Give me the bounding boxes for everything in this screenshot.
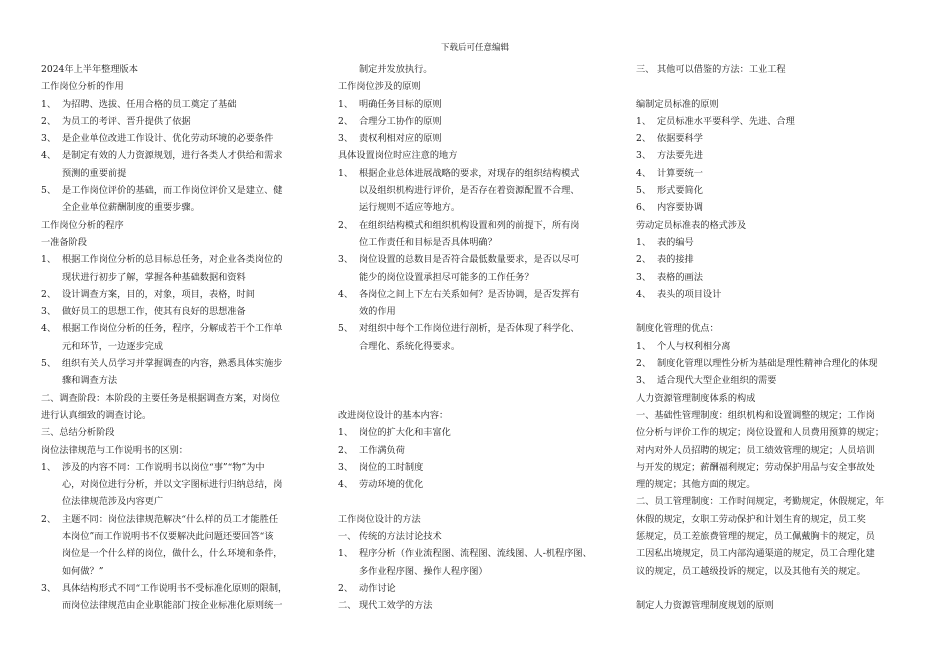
line-text: 议的规定，员工越级投诉的规定，以及其他有关的规定。: [636, 565, 866, 577]
list-item-line: [338, 338, 615, 355]
list-item-line: [41, 269, 316, 286]
list-item-line: [338, 269, 615, 286]
list-item-line: [41, 372, 316, 389]
list-number: 1、: [41, 461, 57, 473]
list-item-line: [41, 597, 316, 614]
list-item-line: [338, 182, 615, 199]
list-item-line: [338, 165, 615, 182]
line-text: 是工作岗位评价的基础，而工作岗位评价又是建立、健: [62, 185, 283, 197]
line-text: 心，对岗位进行分析，并以文字图标进行归纳总结，岗: [62, 479, 283, 491]
list-item-line: [41, 182, 316, 199]
text-line: [41, 234, 316, 251]
list-number: 3、: [636, 150, 652, 162]
line-text: 设计调查方案，目的，对象，项目，表格，时间: [62, 288, 255, 300]
line-text: 如何做？”: [62, 565, 104, 577]
line-text: 预测的重要前提: [62, 167, 127, 179]
line-text: 工作岗位分析的程序: [41, 219, 124, 231]
list-item-line: [636, 147, 914, 164]
list-item-line: [41, 96, 316, 113]
line-text: 主题不同：岗位法律规范解决“什么样的员工才能胜任: [62, 513, 279, 525]
list-number: 3、: [41, 582, 57, 594]
list-item-line: [636, 234, 914, 251]
list-item-line: [636, 251, 914, 268]
line-text: 进行认真细致的调查讨论。: [41, 409, 152, 421]
list-number: 2、: [636, 358, 652, 370]
list-item-line: [41, 286, 316, 303]
text-line: [636, 442, 914, 459]
line-text: 表头的项目设计: [657, 288, 722, 300]
list-number: 3、: [41, 306, 57, 318]
list-item-line: [41, 303, 316, 320]
line-text: 骤和调查方法: [62, 375, 118, 387]
list-item-line: [338, 251, 615, 268]
line-text: 在组织结构模式和组织机构设置和列的前提下，所有岗: [359, 219, 580, 231]
list-number: 2、: [338, 115, 354, 127]
list-item-line: [41, 130, 316, 147]
list-number: 4、: [338, 479, 354, 491]
text-line: [41, 390, 316, 407]
line-text: 是企业单位改进工作设计、优化劳动环境的必要条件: [62, 133, 274, 145]
list-item-line: [41, 165, 316, 182]
line-text: 依据要科学: [657, 133, 703, 145]
list-item-line: [338, 424, 615, 441]
line-text: 工作岗位涉及的原则: [338, 81, 421, 93]
list-item-line: [338, 130, 615, 147]
line-text: 工作岗位设计的方法: [338, 513, 421, 525]
list-item-line: [41, 113, 316, 130]
list-item-line: [41, 251, 316, 268]
line-text: 程序分析（作业流程图、流程图、流线图、人-机程序图、: [359, 548, 592, 560]
list-number: 3、: [338, 133, 354, 145]
line-text: 对内对外人员招聘的规定；员工绩效管理的规定；人员培训: [636, 444, 875, 456]
list-number: 1、: [338, 98, 354, 110]
list-item-line: [338, 217, 615, 234]
line-text: 元和环节，一边逐步完成: [62, 340, 164, 352]
line-text: 涉及的内容不同：工作说明书以岗位“事”“物”为中: [62, 461, 265, 473]
line-text: 岗位是一个什么样的岗位，做什么，什么环境和条件，: [62, 548, 283, 560]
list-number: 5、: [338, 323, 354, 335]
line-text: 制度化管理的优点：: [636, 323, 719, 335]
line-text: 一准备阶段: [41, 236, 87, 248]
list-number: 4、: [636, 167, 652, 179]
line-text: 表的接排: [657, 254, 694, 266]
list-item-line: [636, 338, 914, 355]
line-text: 表的编号: [657, 236, 694, 248]
list-item-line: [41, 476, 316, 493]
line-text: 做好员工的思想工作，使其有良好的思想准备: [62, 306, 246, 318]
line-text: 制定并发放执行。: [359, 64, 433, 75]
list-number: 2、: [338, 582, 354, 594]
list-number: 2、: [338, 444, 354, 456]
line-text: 岗位设置的总数目是否符合最低数量要求，是否以尽可: [359, 254, 580, 266]
line-text: 二、调查阶段：本阶段的主要任务是根据调查方案，对岗位: [41, 392, 280, 404]
line-text: 2024年上半年整理版本: [41, 64, 138, 75]
line-text: 工作岗位分析的作用: [41, 81, 124, 93]
text-line: [636, 563, 914, 580]
line-text: 能少的岗位设置承担尽可能多的工作任务？: [359, 271, 534, 283]
page-header: 下载后可任意编辑: [440, 43, 509, 53]
list-item-line: [41, 147, 316, 164]
line-text: 劳动定员标准表的格式涉及: [636, 219, 747, 231]
list-number: 三、: [636, 64, 655, 75]
line-text: 根据工作岗位分析的总目标总任务，对企业各类岗位的: [62, 254, 283, 266]
list-number: 4、: [41, 150, 57, 162]
line-text: 合理分工协作的原则: [359, 115, 442, 127]
list-number: 2、: [338, 219, 354, 231]
blank-line: [636, 580, 914, 597]
blank-line: [338, 355, 615, 407]
column-middle: [338, 61, 615, 615]
line-text: 对组织中每个工作岗位进行剖析，是否体现了科学化、: [359, 323, 580, 335]
line-text: 岗位的工时制度: [359, 461, 424, 473]
line-text: 其他可以借鉴的方法：工业工程: [657, 64, 786, 75]
list-item-line: [338, 199, 615, 216]
line-text: 合理化、系统化得要求。: [359, 340, 461, 352]
list-number: 1、: [338, 167, 354, 179]
blank-line: [338, 493, 615, 510]
blank-line: [636, 78, 914, 95]
list-item-line: [41, 511, 316, 528]
text-line: [41, 407, 316, 424]
list-item-line: [338, 234, 615, 251]
list-item-line: [338, 528, 615, 545]
list-item-line: [636, 130, 914, 147]
list-number: 3、: [636, 375, 652, 387]
list-item-line: [338, 96, 615, 113]
line-text: 工作满负荷: [359, 444, 405, 456]
text-line: [338, 407, 615, 424]
line-text: 传统的方法讨论技术: [359, 531, 442, 543]
column-right: [636, 61, 914, 615]
line-text: 组织有关人员学习并掌握调查的内容，熟悉具体实施步: [62, 358, 283, 370]
list-item-line: [41, 338, 316, 355]
text-line: [41, 78, 316, 95]
text-line: [636, 407, 914, 424]
line-text: 形式要简化: [657, 185, 703, 197]
list-item-line: [41, 563, 316, 580]
line-text: 二、员工管理制度：工作时间规定，考勤规定，休假规定，年: [636, 496, 885, 508]
text-line: [338, 511, 615, 528]
list-number: 2、: [41, 288, 57, 300]
list-number: 1、: [338, 427, 354, 439]
list-number: 1、: [636, 115, 652, 127]
list-item-line: [338, 113, 615, 130]
list-item-line: [636, 269, 914, 286]
list-item-line: [636, 182, 914, 199]
list-number: 5、: [41, 358, 57, 370]
text-line: [636, 459, 914, 476]
line-text: 内容要协调: [657, 202, 703, 214]
text-line: [636, 476, 914, 493]
line-text: 理的规定；其他方面的规定。: [636, 479, 756, 491]
line-text: 适合现代大型企业组织的需要: [657, 375, 777, 387]
line-text: 改进岗位设计的基本内容：: [338, 409, 449, 421]
line-text: 三、总结分析阶段: [41, 427, 115, 439]
list-item-line: [41, 199, 316, 216]
line-text: 根据企业总体进展战略的要求，对现存的组织结构模式: [359, 167, 580, 179]
list-item-line: [338, 545, 615, 562]
line-text: 制度化管理以理性分析为基础是理性精神合理化的体现: [657, 358, 878, 370]
line-text: 表格的画法: [657, 271, 703, 283]
text-line: [636, 217, 914, 234]
line-text: 制定人力资源管理制度规划的原则: [636, 600, 774, 612]
list-item-line: [636, 372, 914, 389]
text-line: [636, 424, 914, 441]
line-text: 责权利相对应的原则: [359, 133, 442, 145]
list-item-line: [338, 303, 615, 320]
list-number: 4、: [338, 288, 354, 300]
line-text: 运行规则不适应等地方。: [359, 202, 461, 214]
line-text: 动作讨论: [359, 582, 396, 594]
line-text: 与开发的规定；薪酬福利规定；劳动保护用品与安全事故处: [636, 461, 875, 473]
list-item-line: [338, 597, 615, 614]
line-text: 位法律规范涉及内容更广: [62, 496, 164, 508]
line-text: 全企业单位薪酬制度的重要步骤。: [62, 202, 200, 214]
line-text: 人力资源管理制度体系的构成: [636, 392, 756, 404]
line-text: 现状进行初步了解，掌握各种基础数据和资料: [62, 271, 246, 283]
line-text: 惩规定，员工差旅费管理的规定，员工佩戴胸卡的规定，员: [636, 531, 875, 543]
list-number: 4、: [636, 288, 652, 300]
text-line: [338, 78, 615, 95]
line-text: 计算要统一: [657, 167, 703, 179]
list-number: 二、: [338, 600, 357, 612]
text-line: [41, 217, 316, 234]
list-number: 2、: [636, 254, 652, 266]
line-text: 一、基础性管理制度：组织机构和设置调整的规定；工作岗: [636, 409, 875, 421]
line-text: 位分析与评价工作的规定；岗位设置和人员费用预算的规定；: [636, 427, 885, 439]
line-text: 多作业程序图、操作人程序图）: [359, 565, 488, 577]
line-text: 是制定有效的人力资源规划，进行各类人才供给和需求: [62, 150, 283, 162]
line-text: 具体设置岗位时应注意的地方: [338, 150, 458, 162]
list-item-line: [41, 545, 316, 562]
list-item-line: [338, 580, 615, 597]
list-number: 3、: [338, 254, 354, 266]
list-number: 3、: [636, 271, 652, 283]
list-number: 3、: [41, 133, 57, 145]
list-number: 6、: [636, 202, 652, 214]
list-number: 1、: [41, 254, 57, 266]
list-item-line: [41, 320, 316, 337]
list-item-line: [636, 199, 914, 216]
line-text: 本岗位”而工作说明书不仅要解决此问题还要回答“该: [62, 531, 274, 543]
text-line: [338, 147, 615, 164]
line-text: 具体结构形式不同“工作说明书不受标准化原则的限制，: [62, 582, 288, 594]
list-number: 2、: [636, 133, 652, 145]
text-line: [636, 96, 914, 113]
line-text: 位工作责任和目标是否具体明确？: [359, 236, 497, 248]
list-item-line: [338, 61, 615, 78]
list-number: 1、: [338, 548, 354, 560]
list-item-line: [41, 355, 316, 372]
line-text: 工因私出境规定，员工内部沟通渠道的规定，员工合理化建: [636, 548, 875, 560]
list-item-line: [41, 580, 316, 597]
list-number: 2、: [41, 115, 57, 127]
list-item-line: [338, 459, 615, 476]
list-item-line: [636, 286, 914, 303]
line-text: 定员标准水平要科学、先进、合理: [657, 115, 795, 127]
line-text: 而岗位法律规范由企业职能部门按企业标准化原则统一: [62, 600, 283, 612]
line-text: 各岗位之间上下左右关系如何？是否协调，是否发挥有: [359, 288, 580, 300]
list-number: 4、: [41, 323, 57, 335]
list-item-line: [338, 442, 615, 459]
line-text: 现代工效学的方法: [359, 600, 433, 612]
blank-line: [636, 303, 914, 320]
list-item-line: [338, 476, 615, 493]
list-item-line: [636, 355, 914, 372]
list-item-line: [636, 61, 914, 78]
line-text: 为招聘、选拔、任用合格的员工奠定了基础: [62, 98, 237, 110]
text-line: [636, 597, 914, 614]
list-item-line: [636, 113, 914, 130]
line-text: 根据工作岗位分析的任务，程序，分解成若干个工作单: [62, 323, 283, 335]
line-text: 明确任务目标的原则: [359, 98, 442, 110]
list-number: 3、: [338, 461, 354, 473]
text-line: [636, 390, 914, 407]
text-line: [41, 442, 316, 459]
list-item-line: [338, 320, 615, 337]
list-item-line: [41, 493, 316, 510]
list-number: 1、: [41, 98, 57, 110]
list-item-line: [338, 286, 615, 303]
list-number: 一、: [338, 531, 357, 543]
text-line: [636, 511, 914, 528]
line-text: 效的作用: [359, 306, 396, 318]
list-number: 5、: [636, 185, 652, 197]
text-line: [636, 493, 914, 510]
text-line: [636, 545, 914, 562]
line-text: 休假的规定，女职工劳动保护和计划生育的规定，员工奖: [636, 513, 866, 525]
line-text: 方法要先进: [657, 150, 703, 162]
column-left: [41, 61, 316, 615]
list-item-line: [41, 459, 316, 476]
line-text: 岗位的扩大化和丰富化: [359, 427, 451, 439]
line-text: 个人与权利相分离: [657, 340, 731, 352]
line-text: 岗位法律规范与工作说明书的区别：: [41, 444, 188, 456]
text-line: [41, 424, 316, 441]
list-number: 2、: [41, 513, 57, 525]
list-number: 1、: [636, 340, 652, 352]
list-number: 1、: [636, 236, 652, 248]
text-line: [636, 528, 914, 545]
list-item-line: [338, 563, 615, 580]
line-text: 为员工的考评、晋升提供了依据: [62, 115, 191, 127]
line-text: 劳动环境的优化: [359, 479, 424, 491]
text-line: [41, 61, 316, 78]
line-text: 以及组织机构进行评价，是否存在着资源配置不合理、: [359, 185, 580, 197]
text-line: [636, 320, 914, 337]
list-number: 5、: [41, 185, 57, 197]
list-item-line: [636, 165, 914, 182]
line-text: 编制定员标准的原则: [636, 98, 719, 110]
list-item-line: [41, 528, 316, 545]
